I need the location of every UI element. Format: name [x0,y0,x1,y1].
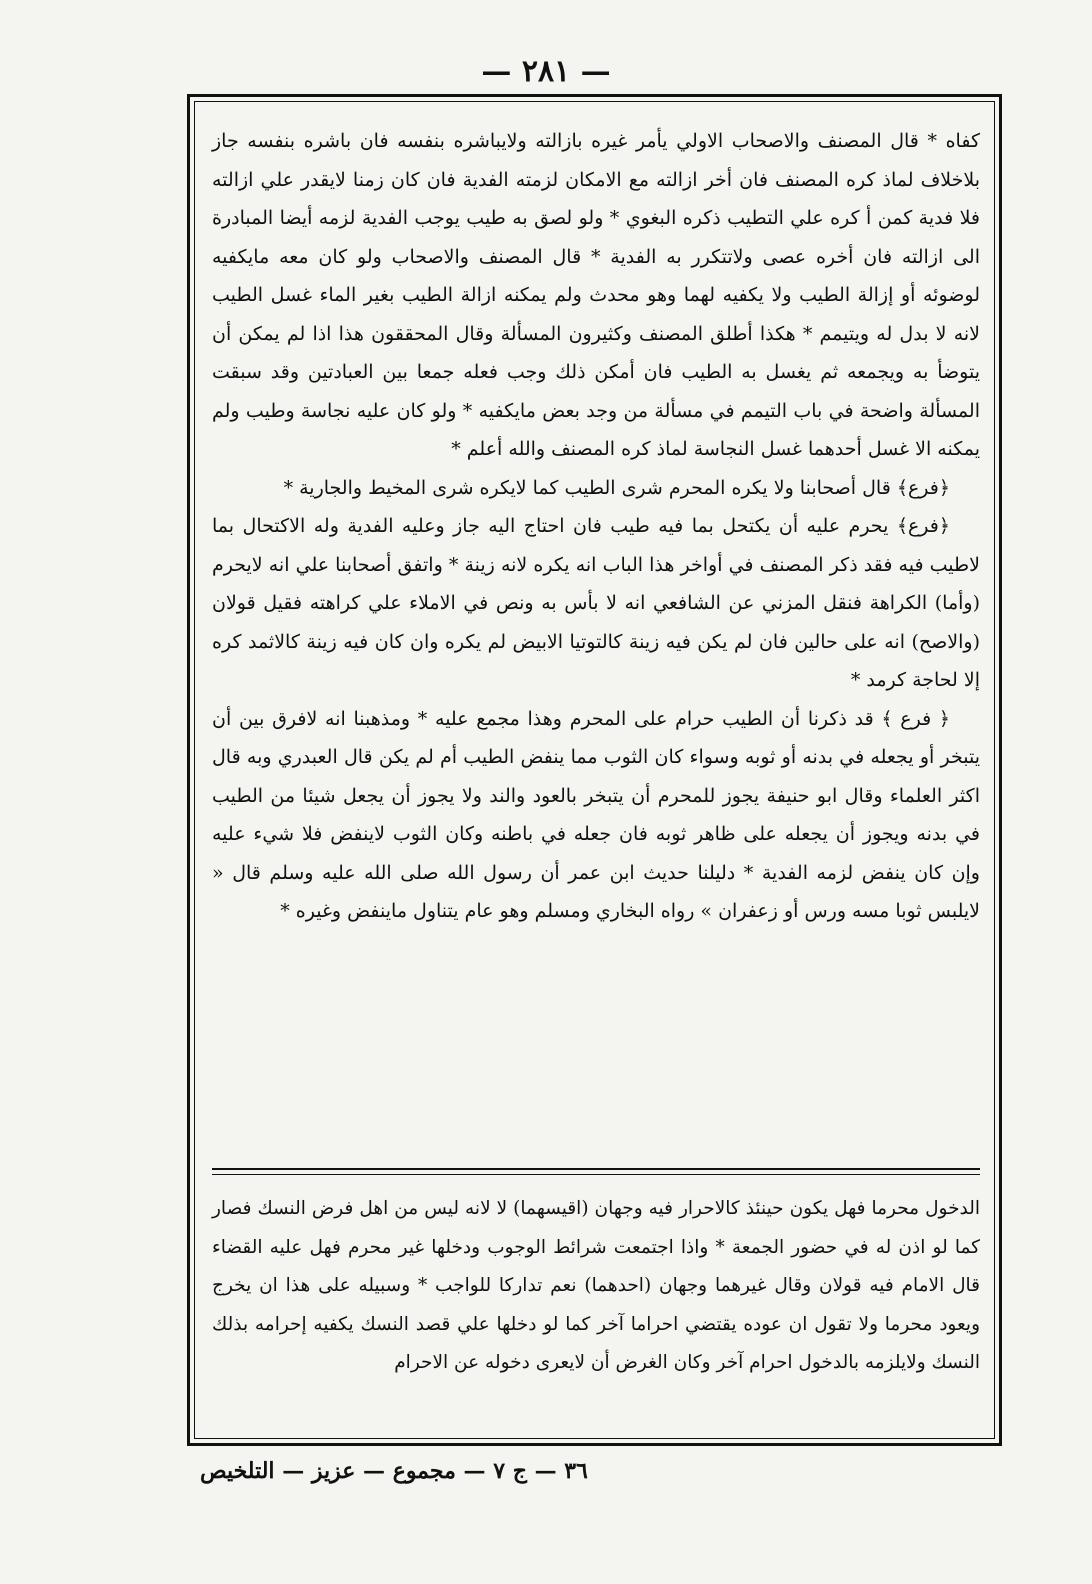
page-number: — ٢٨١ — [481,54,611,89]
commentary-text [212,1190,980,1383]
main-text [212,122,980,931]
book-signature: ٣٦ — ج ٧ — مجموع — عزيز — التلخيص [200,1458,588,1484]
separator-line-bottom [212,1174,980,1175]
paragraph-opening: كفاه * قال المصنف والاصحاب الاولي يأمر غيره بازالته ولايباشره بنفسه فان باشره بنفسه جاز بلاخلاف لماذ كره المصنف فان أخر ازالته مع الامكان لزمته الفدية فان كان زمنا لايقدر علي ازالته فلا فدية كمن أ كره علي التطيب ذكره البغوي * ولو لصق به طيب يوجب الفدية لزمه أيضا المبادرة الى ازالته فان أخره عصى ولاتتكرر به الفدية * قال المصنف والاصحاب ولو كان معه مايكفيه لوضوئه أو إزالة الطيب ولا يكفيه لهما وهو محدث ولم يمكنه ازالة الطيب بغير الماء غسل الطيب لانه لا بدل له ويتيمم * هكذا أطلق المصنف وكثيرون المسألة وقال المحققون هذا اذا لم يمكن أن يتوضأ به ويجمعه ثم يغسل به الطيب فان أمكن ذلك وجب فعله جمعا بين العبادتين وقد سبقت المسألة واضحة في باب التيمم في مسألة من وجد بعض مايكفيه * ولو كان عليه نجاسة وطيب ولم يمكنه الا غسل أحدهما غسل النجاسة لماذ كره المصنف والله أعلم * [212,130,980,460]
footnote-separator [212,1168,980,1178]
paragraph-branch-kohl: ﴿فرع﴾ يحرم عليه أن يكتحل بما فيه طيب فان احتاج اليه جاز وعليه الفدية وله الاكتحال بما لاطيب فيه فقد ذكر المصنف في أواخر هذا الباب انه يكره لانه زينة * واتفق أصحابنا علي انه لايحرم (وأما) الكراهة فنقل المزني عن الشافعي انه لا بأس به ونص في الاملاء علي كراهته فقيل قولان (والاصح) انه على حالين فان لم يكن فيه زينة كالتوتيا الابيض لم يكره وان كان فيه زينة كالاثمد كره إلا لحاجة كرمد * [212,515,980,691]
paragraph-branch-perfume-purchase: ﴿فرع﴾ قال أصحابنا ولا يكره المحرم شرى الطيب كما لايكره شرى المخيط والجارية * [283,476,950,499]
commentary-paragraph: الدخول محرما فهل يكون حينئذ كالاحرار فيه وجهان (اقيسهما) لا لانه ليس من اهل فرض النسك فصار كما لو اذن له في حضور الجمعة * واذا اجتمعت شرائط الوجوب ودخلها غير محرم فهل عليه القضاء قال الامام فيه قولان وقال غيرهما وجهان (احدهما) نعم تداركا للواجب * وسبيله على هذا ان يخرج ويعود محرما ولا تقول ان عوده يقتضي احراما آخر كما لو دخلها علي قصد النسك يكفيه إحرامه بذلك النسك ولايلزمه بالدخول احرام آخر وكان الغرض أن لايعرى دخوله عن الاحرام [212,1198,980,1373]
separator-line-top [212,1168,980,1170]
paragraph-branch-incense: ﴿ فرع ﴾ قد ذكرنا أن الطيب حرام على المحرم وهذا مجمع عليه * ومذهبنا انه لافرق بين أن يتبخر أو يجعله في بدنه أو ثوبه وسواء كان الثوب مما ينفض الطيب أم لم يكن قال العبدري وبه قال اكثر العلماء وقال ابو حنيفة يجوز للمحرم أن يتبخر بالعود والند ولا يجوز أن يجعل شيئا من الطيب في بدنه ويجوز أن يجعله على ظاهر ثوبه فان جعله في باطنه وكان الثوب لاينفض فلا شيء عليه وإن كان ينفض لزمه الفدية * دليلنا حديث ابن عمر أن رسول الله صلى الله عليه وسلم قال « لايلبس ثوبا مسه ورس أو زعفران » رواه البخاري ومسلم وهو عام يتناول ماينفض وغيره * [212,707,980,922]
